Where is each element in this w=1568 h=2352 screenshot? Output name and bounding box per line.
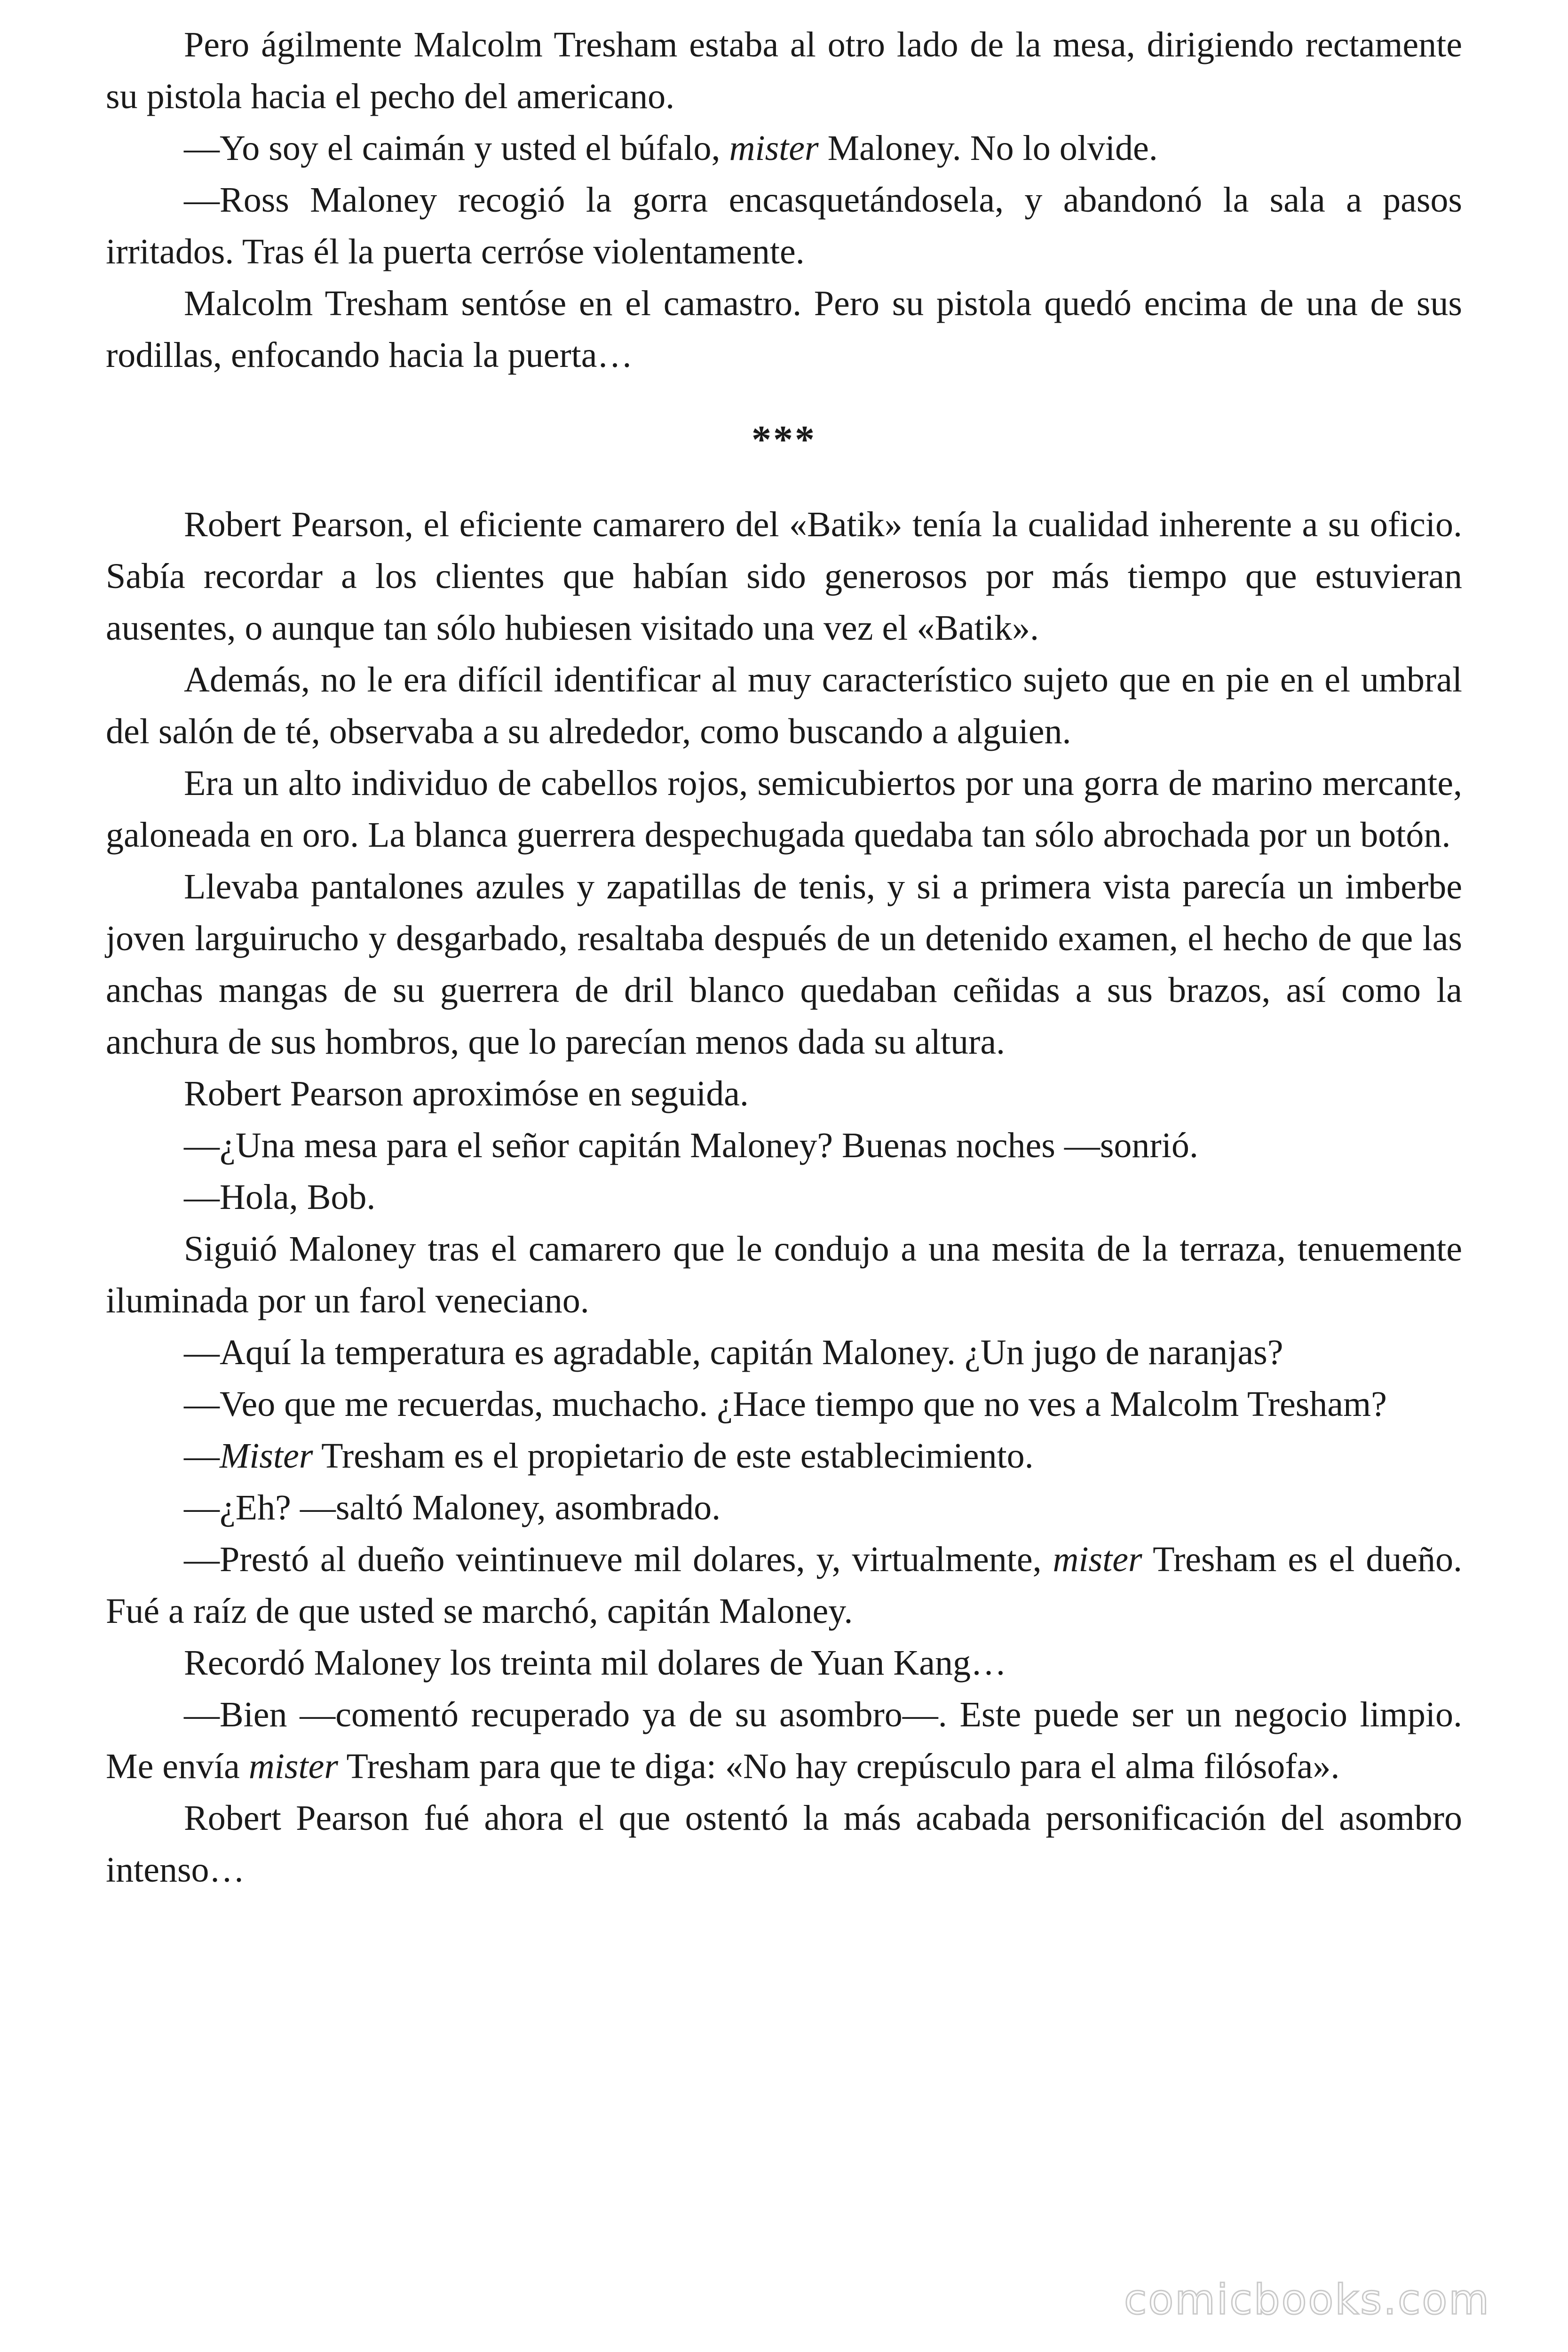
paragraph: Siguió Maloney tras el camarero que le condujo a una mesita de la terraza, tenuemente iluminada por un farol veneciano. <box>106 1229 1462 1320</box>
paragraph: Además, no le era difícil identificar al muy característico sujeto que en pie en el umbral del salón de té, observaba a su alrededor, como buscando a alguien. <box>106 660 1462 751</box>
text-section-after-break <box>106 499 1462 1896</box>
paragraph: —Bien —comentó recuperado ya de su asombro—. Este puede ser un negocio limpio. Me envía mister Tresham para que te diga: «No hay crepúsculo para el alma filósofa». <box>106 1695 1462 1786</box>
paragraph: Malcolm Tresham sentóse en el camastro. Pero su pistola quedó encima de una de sus rodillas, enfocando hacia la puerta… <box>106 284 1462 375</box>
watermark-logo: comicbooks.com <box>1124 2275 1490 2324</box>
italic-word: Mister <box>220 1436 313 1476</box>
paragraph: Era un alto individuo de cabellos rojos, semicubiertos por una gorra de marino mercante, galoneada en oro. La blanca guerrera despechugada quedaba tan sólo abrochada por un botón. <box>106 763 1462 855</box>
paragraph: —Yo soy el caimán y usted el búfalo, mister Maloney. No lo olvide. <box>184 128 1158 168</box>
text-section-before-break <box>106 19 1462 381</box>
paragraph: Robert Pearson fué ahora el que ostentó la más acabada personificación del asombro intenso… <box>106 1798 1462 1890</box>
italic-word: mister <box>729 128 819 168</box>
paragraph: —Prestó al dueño veintinueve mil dolares, y, virtualmente, mister Tresham es el dueño. Fué a raíz de que usted se marchó, capitán Maloney. <box>106 1540 1462 1631</box>
book-page <box>106 19 1462 1896</box>
paragraph: —¿Una mesa para el señor capitán Maloney? Buenas noches —sonrió. <box>184 1126 1198 1165</box>
paragraph: —¿Eh? —saltó Maloney, asombrado. <box>184 1488 721 1527</box>
italic-word: mister <box>1053 1540 1142 1579</box>
paragraph: Recordó Maloney los treinta mil dolares de Yuan Kang… <box>184 1643 1006 1683</box>
scene-break-separator: *** <box>752 418 816 461</box>
paragraph: —Ross Maloney recogió la gorra encasquetándosela, y abandonó la sala a pasos irritados. Tras él la puerta cerróse violentamente. <box>106 180 1462 271</box>
paragraph: Pero ágilmente Malcolm Tresham estaba al otro lado de la mesa, dirigiendo rectamente su pistola hacia el pecho del americano. <box>106 25 1462 116</box>
paragraph: —Hola, Bob. <box>184 1177 376 1217</box>
paragraph: —Veo que me recuerdas, muchacho. ¿Hace tiempo que no ves a Malcolm Tresham? <box>184 1384 1387 1424</box>
paragraph: —Mister Tresham es el propietario de este establecimiento. <box>184 1436 1034 1476</box>
paragraph: Llevaba pantalones azules y zapatillas de tenis, y si a primera vista parecía un imberbe joven larguirucho y desgarbado, resaltaba después de un detenido examen, el hecho de que las anchas mangas de su guerrera de dril blanco quedaban ceñidas a sus brazos, así como la anchura de sus hombros, que lo parecían menos dada su altura. <box>106 867 1462 1062</box>
paragraph: —Aquí la temperatura es agradable, capitán Maloney. ¿Un jugo de naranjas? <box>184 1333 1283 1372</box>
italic-word: mister <box>248 1747 338 1786</box>
paragraph: Robert Pearson aproximóse en seguida. <box>184 1074 749 1113</box>
paragraph: Robert Pearson, el eficiente camarero del «Batik» tenía la cualidad inherente a su oficio. Sabía recordar a los clientes que habían sido generosos por más tiempo que estuvieran ausentes, o aunque tan sólo hubiesen visitado una vez el «Batik». <box>106 505 1462 648</box>
